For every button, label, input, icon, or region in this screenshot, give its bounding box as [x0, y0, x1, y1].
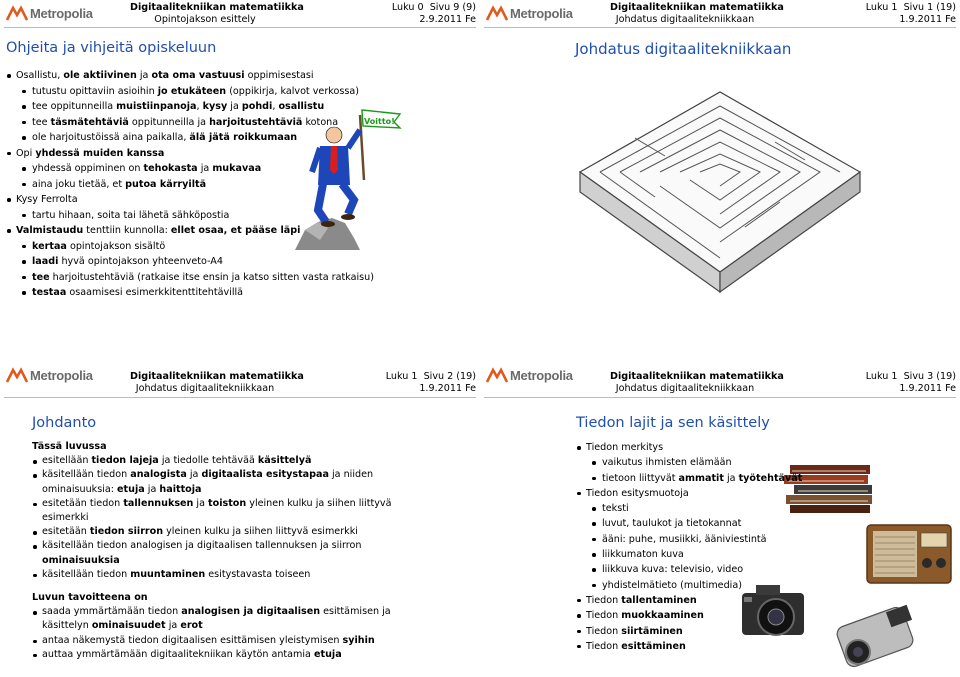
list-item: käsitellään tiedon muuntaminen esitystavasta toiseen [32, 568, 391, 582]
list-item: auttaa ymmärtämään digitaalitekniikan käytön antamia etuja [32, 648, 391, 662]
header-page-info [806, 371, 956, 395]
metropolia-logo [486, 5, 573, 21]
list-item-continued: ominaisuuksia [42, 554, 120, 566]
course-name: Digitaalitekniikan matematiikka [130, 371, 304, 382]
metropolia-logo-icon [6, 367, 28, 383]
list-item: saada ymmärtämään tiedon analogisen ja digitaalisen esittämisen ja [32, 605, 391, 619]
list-item: käsitellään tiedon analogisen ja digitaalisen tallennuksen ja siirron [32, 539, 391, 553]
brand-name: Metropolia [510, 5, 573, 21]
list-item: ole harjoitustöissä aina paikalla, älä jätä roikkumaan [6, 130, 374, 146]
maze-illustration-icon [575, 72, 865, 332]
list-item-continued: esimerkki [42, 512, 89, 524]
brand-name: Metropolia [30, 367, 93, 383]
flag-text: Voitto! [364, 117, 395, 126]
header-page-info [326, 2, 476, 26]
list-item: Tiedon muokkaaminen [576, 608, 802, 623]
metropolia-logo [486, 367, 573, 383]
header-divider [484, 27, 956, 28]
metropolia-logo-icon [486, 5, 508, 21]
list-item: tartu hihaan, soita tai lähetä sähköpostia [6, 208, 374, 224]
course-name: Digitaalitekniikan matematiikka [130, 2, 304, 13]
list-item: Tiedon merkitys [576, 440, 802, 455]
list-item: yhdistelmätieto (multimedia) [576, 578, 802, 593]
list-item-continued: ominaisuuksia: etuja ja haittoja [42, 483, 202, 495]
page-label: Sivu 1 (19) [903, 2, 956, 13]
chapter-label: Luku 1 [865, 371, 898, 382]
slide-title: Ohjeita ja vihjeitä opiskeluun [6, 40, 217, 56]
list-item: käsitellään tiedon analogista ja digitaalista esitystapaa ja niiden [32, 468, 391, 482]
slide-body [6, 68, 374, 301]
header-course-info [610, 371, 784, 395]
list-item: teksti [576, 501, 802, 516]
slide-body [576, 440, 802, 654]
slide-title: Tiedon lajit ja sen käsittely [576, 415, 770, 431]
chapter-label: Luku 0 [391, 2, 424, 13]
header-divider [4, 397, 476, 398]
section-heading: Tässä luvussa [32, 441, 107, 452]
list-item: tietoon liittyvät ammatit ja työtehtävät [576, 471, 802, 486]
slide-title: Johdanto [32, 415, 97, 431]
list-item: laadi hyvä opintojakson yhteenveto-A4 [6, 254, 374, 270]
brand-name: Metropolia [30, 5, 93, 21]
list-item: Kysy Ferrolta [6, 192, 374, 208]
list-item: Tiedon tallentaminen [576, 593, 802, 608]
section-heading: Luvun tavoitteena on [32, 592, 148, 604]
list-item: antaa näkemystä tiedon digitaalisen esittämisen yleistymisen syihin [32, 634, 391, 648]
list-item: vaikutus ihmisten elämään [576, 455, 802, 470]
slide-introduction [0, 339, 480, 677]
header-divider [484, 397, 956, 398]
metropolia-logo [6, 367, 93, 383]
list-item: Opi yhdessä muiden kanssa [6, 146, 374, 162]
header-course-info [130, 371, 304, 395]
brand-name: Metropolia [510, 367, 573, 383]
slide-subject: Opintojakson esittely [154, 14, 256, 25]
slide-date: 1.9.2011 Fe [419, 383, 476, 394]
list-item: Tiedon esittäminen [576, 639, 802, 654]
slide-subject: Johdatus digitaalitekniikkaan [615, 14, 755, 25]
header-page-info [326, 371, 476, 395]
course-name: Digitaalitekniikan matematiikka [610, 371, 784, 382]
slide-date: 1.9.2011 Fe [899, 383, 956, 394]
slide-information-types [480, 339, 960, 677]
slide-study-tips [0, 0, 480, 338]
slide-body [32, 440, 391, 662]
page-label: Sivu 9 (9) [429, 2, 476, 13]
page-label: Sivu 2 (19) [423, 371, 476, 382]
list-item: liikkumaton kuva [576, 547, 802, 562]
list-item: Osallistu, ole aktiivinen ja ota oma vastuusi oppimisestasi [6, 68, 374, 84]
header-page-info [806, 2, 956, 26]
slide-subject: Johdatus digitaalitekniikkaan [615, 383, 755, 394]
list-item: yhdessä oppiminen on tehokasta ja mukavaa [6, 161, 374, 177]
list-item: tee harjoitustehtäviä (ratkaise itse ensin ja katso sitten vasta ratkaisu) [6, 270, 374, 286]
list-item: esitetään tiedon tallennuksen ja toiston yleinen kulku ja siihen liittyvä [32, 497, 391, 511]
list-item: luvut, taulukot ja tietokannat [576, 516, 802, 531]
metropolia-logo [6, 5, 93, 21]
list-item: liikkuva kuva: televisio, video [576, 562, 802, 577]
list-item: Tiedon esitysmuotoja [576, 486, 802, 501]
list-item: ääni: puhe, musiikki, ääniviestintä [576, 532, 802, 547]
video-camera-icon [830, 594, 930, 676]
slide-date: 1.9.2011 Fe [899, 14, 956, 25]
chapter-label: Luku 1 [385, 371, 418, 382]
list-item: Tiedon siirtäminen [576, 624, 802, 639]
list-item: tutustu opittaviin asioihin jo etukäteen (oppikirja, kalvot verkossa) [6, 84, 374, 100]
metropolia-logo-icon [6, 5, 28, 21]
header-course-info [130, 2, 304, 26]
list-item: kertaa opintojakson sisältö [6, 239, 374, 255]
list-item: aina joku tietää, et putoa kärryiltä [6, 177, 374, 193]
list-item: Valmistaudu tenttiin kunnolla: ellet osaa, et pääse läpi [6, 223, 374, 239]
slide-title: Johdatus digitaalitekniikkaan [575, 40, 792, 58]
slide-subject: Johdatus digitaalitekniikkaan [135, 383, 275, 394]
list-item: tee oppitunneilla muistiinpanoja, kysy ja pohdi, osallistu [6, 99, 374, 115]
slide-date: 2.9.2011 Fe [419, 14, 476, 25]
page-label: Sivu 3 (19) [903, 371, 956, 382]
slide-intro-title [480, 0, 960, 338]
list-item: testaa osaamisesi esimerkkitenttitehtävillä [6, 285, 374, 301]
list-item-continued: käsittelyn ominaisuudet ja erot [42, 620, 203, 632]
course-name: Digitaalitekniikan matematiikka [610, 2, 784, 13]
list-item: tee täsmätehtäviä oppitunneilla ja harjoitustehtäviä kotona [6, 115, 374, 131]
list-item: esitellään tiedon lajeja ja tiedolle tehtävää käsittelyä [32, 454, 391, 468]
chapter-label: Luku 1 [865, 2, 898, 13]
radio-icon [865, 519, 953, 587]
list-item: esitetään tiedon siirron yleinen kulku ja siihen liittyvä esimerkki [32, 525, 391, 539]
header-divider [4, 27, 476, 28]
metropolia-logo-icon [486, 367, 508, 383]
header-course-info [610, 2, 784, 26]
